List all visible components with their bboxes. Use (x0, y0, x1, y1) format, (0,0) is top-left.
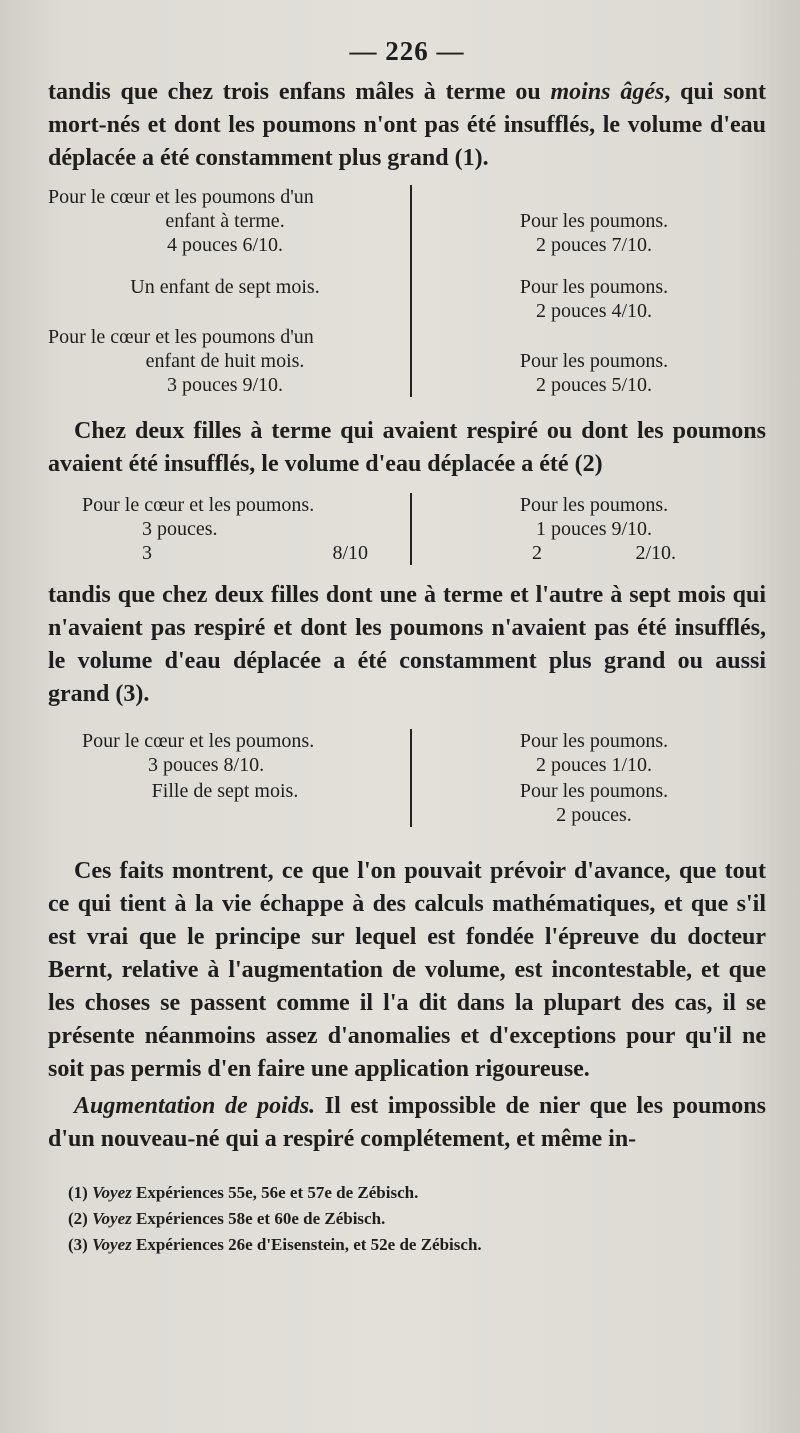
table-1-left-cell (48, 275, 410, 323)
footnote (48, 1180, 766, 1206)
table-2-left-value: 3 pouces. (142, 518, 218, 540)
footnote-mark: (1) (68, 1183, 88, 1202)
table-1-left-line: Pour le cœur et les poumons d'un (48, 326, 314, 348)
paragraph-1-text-a: tandis que chez trois enfans mâles à terme ou (48, 79, 551, 105)
page-number: — 226 — (349, 36, 465, 66)
table-2 (48, 493, 766, 565)
table-1-right-cell (410, 275, 766, 323)
table-3-right-line: 2 pouces. (556, 804, 632, 826)
table-3-right-line: Pour les poumons. (519, 780, 669, 802)
table-1-right-cell (410, 325, 766, 397)
table-1-left-cell (48, 185, 410, 257)
table-1-right-line: Pour les poumons. (519, 210, 669, 232)
table-3-right-cell (410, 729, 766, 777)
table-1-right-line: 2 pouces 4/10. (535, 300, 653, 322)
table-1-left-cell (48, 325, 410, 397)
table-3-left-line: Pour le cœur et les poumons. (82, 730, 315, 752)
table-2-left-heading: Pour le cœur et les poumons. (82, 494, 315, 516)
table-3-left-cell (48, 779, 410, 827)
paragraph-4: Ces faits montrent, ce que l'on pouvait prévoir d'avance, que tout ce qui tient à la vie échappe à des calculs mathématiques, et que s'il est vrai que le principe sur lequel est fondée l'épreuve du docteur Bernt, relative à l'augmentation de volume, est incontestable, et que les choses se passent comme il l'a dit dans la plupart des cas, il se présente néanmoins assez d'anomalies et d'exceptions pour qu'il ne soit pas permis d'en faire une application rigoureuse. (48, 858, 766, 1082)
footnote-text: Expériences 26e d'Eisenstein, et 52e de Zébisch. (131, 1235, 482, 1254)
table-2-right-b: 2/10. (635, 542, 676, 564)
table-2-right-pair (422, 541, 766, 565)
footnote-voyez: Voyez (92, 1183, 132, 1202)
table-3-right-line: 2 pouces 1/10. (535, 754, 653, 776)
footnotes (48, 1180, 766, 1258)
table-1-left-line: enfant à terme. (165, 210, 285, 232)
table-2-left-pair (82, 541, 402, 565)
table-3-right-line: Pour les poumons. (519, 730, 669, 752)
table-3-left-line: Fille de sept mois. (151, 780, 299, 802)
footnote-voyez: Voyez (92, 1235, 132, 1254)
paragraph-1-text-b: , qui sont mort-nés et dont les poumons n'ont pas été insufflés, le volume d'eau déplacée a été constamment plus grand (1). (48, 79, 766, 171)
table-1-left-line: 3 pouces 9/10. (166, 374, 284, 396)
table-2-right-heading: Pour les poumons. (519, 494, 669, 516)
paragraph-5-text: Il est impossible de nier que les poumons d'un nouveau-né qui a respiré complétement, et même in- (48, 1093, 766, 1152)
table-3 (48, 729, 766, 827)
table-1-row (48, 325, 766, 397)
table-2-left-cell (48, 493, 410, 565)
footnote-text: Expériences 55e, 56e et 57e de Zébisch. (131, 1183, 419, 1202)
table-2-row (48, 493, 766, 565)
table-1-divider (410, 185, 412, 397)
table-1-right-line: 2 pouces 5/10. (535, 374, 653, 396)
page-content (48, 30, 766, 1258)
table-2-right-value: 1 pouces 9/10. (535, 518, 653, 540)
paragraph-1 (48, 76, 766, 175)
table-3-right-cell (410, 779, 766, 827)
paragraph-3: tandis que chez deux filles dont une à terme et l'autre à sept mois qui n'avaient pas respiré et dont les poumons n'avaient pas été insufflés, le volume d'eau déplacée a été constamment plus grand ou aussi grand (3). (48, 582, 766, 707)
table-2-divider (410, 493, 412, 565)
table-1-row (48, 185, 766, 257)
footnote-mark: (3) (68, 1235, 88, 1254)
table-1-right-cell (410, 185, 766, 257)
table-1-right-line: Pour les poumons. (519, 350, 669, 372)
table-3-row (48, 729, 766, 777)
table-1-left-line: Un enfant de sept mois. (130, 276, 320, 298)
paragraph-1-italic: moins âgés (550, 79, 665, 105)
footnote-text: Expériences 58e et 60e de Zébisch. (131, 1209, 386, 1228)
footnote (48, 1206, 766, 1232)
table-1-left-line: enfant de huit mois. (145, 350, 305, 372)
table-3-divider (410, 729, 412, 827)
table-2-left-b: 8/10 (332, 542, 368, 564)
table-3-left-line: 3 pouces 8/10. (148, 754, 265, 776)
paragraph-5 (48, 1090, 766, 1156)
footnote (48, 1232, 766, 1258)
table-2-left-a: 3 (142, 542, 152, 564)
table-2-right-a: 2 (532, 542, 542, 564)
table-1-right-line: Pour les poumons. (519, 276, 669, 298)
table-1-right-line: 2 pouces 7/10. (535, 234, 653, 256)
table-3-left-cell (48, 729, 410, 777)
table-1-left-line: Pour le cœur et les poumons d'un (48, 186, 314, 208)
table-3-row (48, 779, 766, 827)
footnote-mark: (2) (68, 1209, 88, 1228)
section-heading-italic: Augmentation de poids. (74, 1093, 316, 1119)
paragraph-2: Chez deux filles à terme qui avaient respiré ou dont les poumons avaient été insufflés, le volume d'eau déplacée a été (2) (48, 418, 766, 477)
table-1-row (48, 275, 766, 323)
table-1 (48, 185, 766, 397)
footnote-voyez: Voyez (92, 1209, 132, 1228)
table-2-right-cell (410, 493, 766, 565)
table-1-left-line: 4 pouces 6/10. (166, 234, 284, 256)
